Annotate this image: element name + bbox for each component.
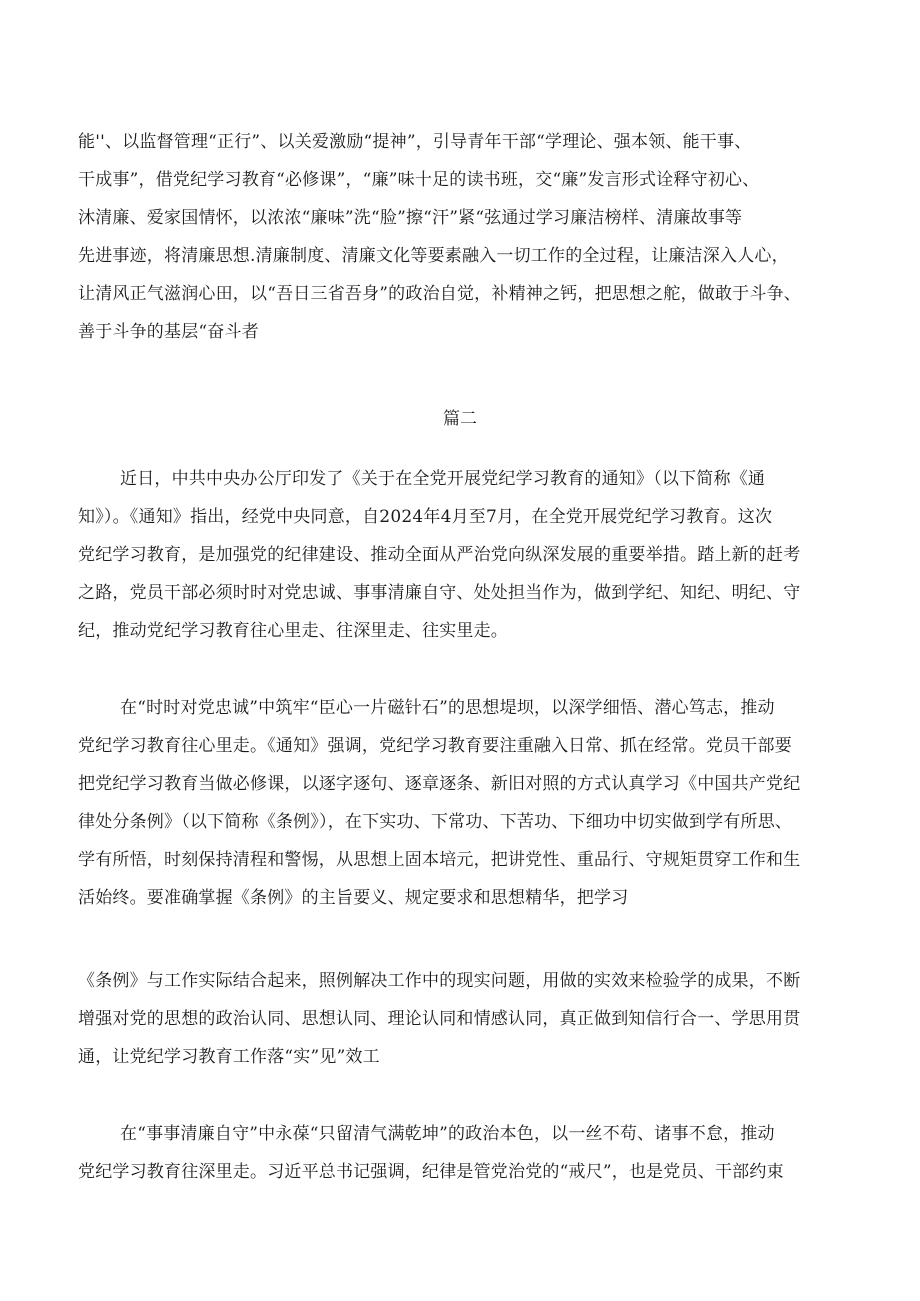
text-line: 能''、以监督管理“正行”、以关爱激励“提神”，引导青年干部“学理论、强本领、能干事、 — [78, 132, 752, 152]
text-line: 活始终。要准确掌握《条例》的主旨要义、规定要求和思想精华，把学习 — [78, 888, 629, 908]
text-line: 党纪学习教育，是加强党的纪律建设、推动全面从严治党向纵深发展的重要举措。踏上新的赶考 — [78, 545, 801, 565]
text-line: 学有所悟，时刻保持清程和警惕，从思想上固本培元，把讲党性、重品行、守规矩贯穿工作和生 — [78, 850, 801, 870]
text-line: 干成事”，借党纪学习教育“必修课”，“廉”味十足的读书班，交“廉”发言形式诠释守初心、 — [78, 170, 760, 190]
text-line: 先进事迹，将清廉思想.清廉制度、清廉文化等要素融入一切工作的全过程，让廉洁深入人心， — [78, 246, 789, 266]
text-line: 律处分条例》（以下简称《条例》），在下实功、下常功、下苦功、下细功中切实做到学有所思、 — [78, 812, 793, 832]
text-line: 沐清廉、爱家国情怀，以浓浓“廉味”洗“脸”擦“汗”紧“弦通过学习廉洁榜样、清廉故事等 — [78, 208, 743, 228]
text-line: 之路，党员干部必须时时对党忠诚、事事清廉自守、处处担当作为，做到学纪、知纪、明纪、守 — [78, 583, 801, 603]
text-line: 在“时时对党忠诚”中筑牢“臣心一片磁针石”的思想堤坝，以深学细悟、潜心笃志，推动 — [120, 698, 775, 718]
text-line: 纪，推动党纪学习教育往心里走、往深里走、往实里走。 — [78, 621, 508, 641]
text-line: 善于斗争的基层“奋斗者 — [78, 322, 259, 342]
section-heading: 篇二 — [443, 409, 477, 429]
text-line: 党纪学习教育往深里走。习近平总书记强调，纪律是管党治党的“戒尺”，也是党员、干部约束 — [78, 1162, 784, 1182]
text-line: 知》）。《通知》指出，经党中央同意，自2024年4月至7月，在全党开展党纪学习教育。这次 — [78, 507, 773, 527]
text-line: 通，让党纪学习教育工作落“实”见”效工 — [78, 1047, 380, 1067]
text-line: 党纪学习教育往心里走。《通知》强调，党纪学习教育要注重融入日常、抓在经常。党员干部要 — [78, 736, 792, 756]
text-line: 增强对党的思想的政治认同、思想认同、理论认同和情感认同，真正做到知信行合一、学思用贯 — [78, 1009, 801, 1029]
text-line: 在“事事清廉自守”中永葆“只留清气满乾坤”的政治本色，以一丝不苟、诸事不怠，推动 — [120, 1124, 775, 1144]
text-line: 《条例》与工作实际结合起来，照例解决工作中的现实问题，用做的实效来检验学的成果，不断 — [78, 971, 801, 991]
text-line: 让清风正气滋润心田，以“吾日三省吾身”的政治自觉，补精神之钙，把思想之舵，做敢于斗争、 — [78, 284, 801, 304]
text-line: 近日，中共中央办公厅印发了《关于在全党开展党纪学习教育的通知》（以下简称《通 — [120, 469, 766, 489]
text-line: 把党纪学习教育当做必修课，以逐字逐句、逐章逐条、新旧对照的方式认真学习《中国共产党纪 — [78, 774, 801, 794]
